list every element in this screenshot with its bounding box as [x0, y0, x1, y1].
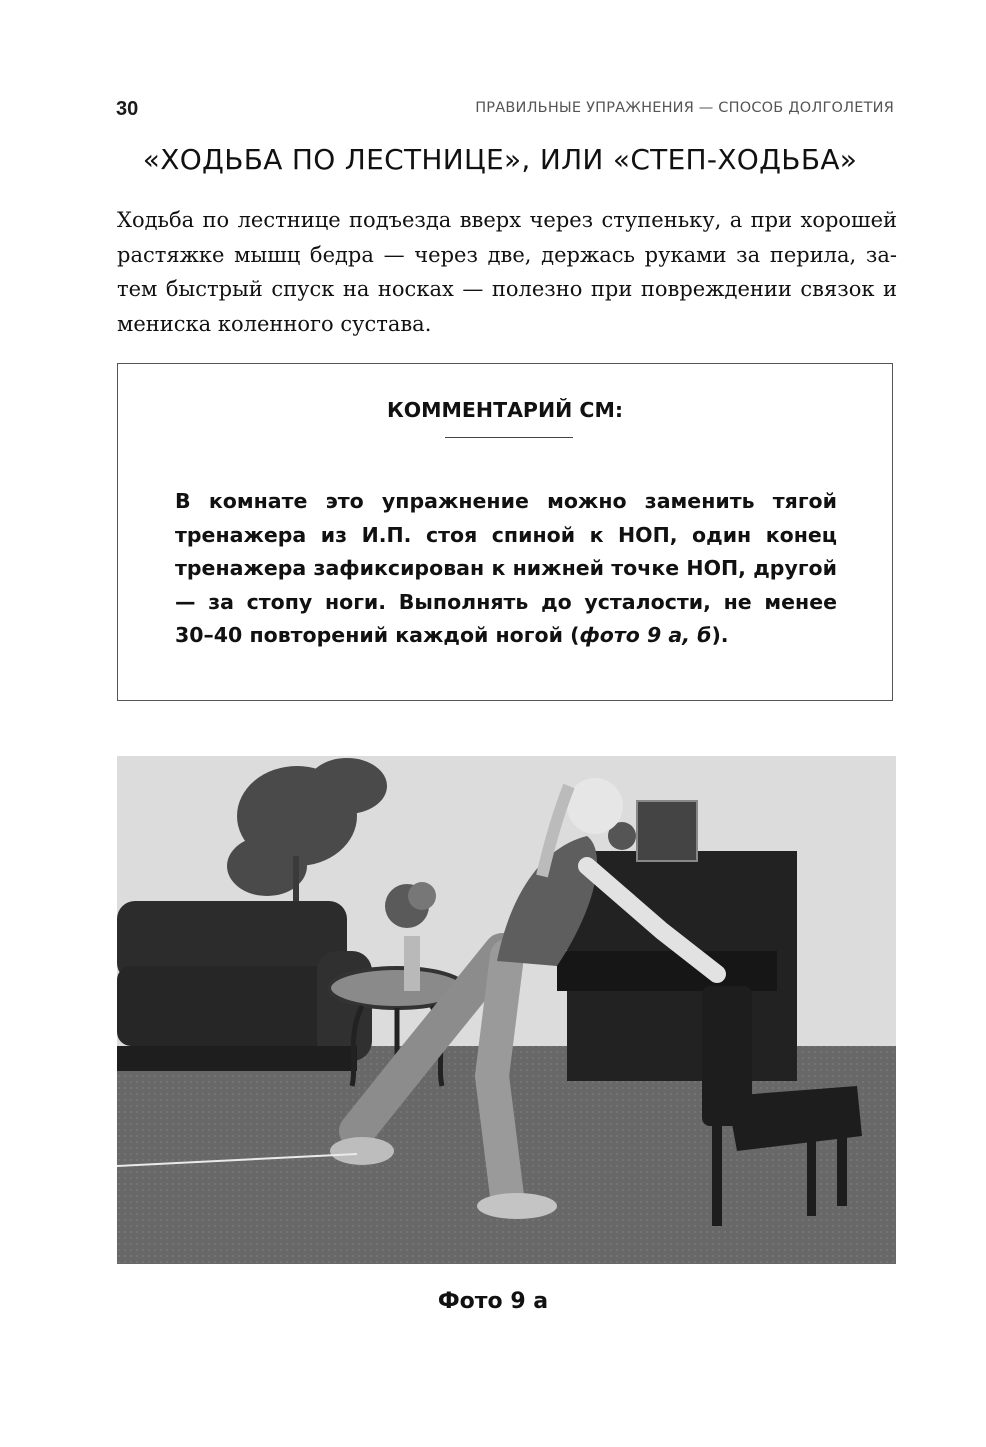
comment-end: ). — [711, 623, 729, 647]
running-head: ПРАВИЛЬНЫЕ УПРАЖНЕНИЯ — СПОСОБ ДОЛГОЛЕТИЯ — [475, 100, 894, 116]
comment-text — [175, 485, 837, 653]
photo-caption: Фото 9 а — [437, 1289, 549, 1314]
comment-box — [117, 363, 893, 701]
comment-divider — [445, 437, 573, 438]
exercise-photo-illustration — [117, 756, 896, 1264]
comment-body: В комнате это упражнение можно заменить тягой тренажера из И.П. стоя спиной к НОП, один конец тренажера зафиксирован к нижней точке НОП, другой — за стопу ноги. Выполнять до усталости, не менее 30–40 повторений каждой ногой ( — [175, 489, 837, 647]
intro-paragraph: Ходьба по лестнице подъезда вверх через ступеньку, а при хорошей растяжке мышц бедра — через две, держась руками за перила, затем быстрый спуск на носках — полезно при повреждении связок и мениска коленного сустава. — [117, 208, 897, 336]
comment-title: КОММЕНТАРИЙ СМ: — [386, 398, 624, 422]
section-title: «ХОДЬБА ПО ЛЕСТНИЦЕ», ИЛИ «СТЕП-ХОДЬБА» — [142, 143, 858, 176]
photo-reference: фото 9 а, б — [579, 623, 712, 647]
exercise-photo — [117, 756, 896, 1264]
page-number: 30 — [116, 98, 139, 120]
